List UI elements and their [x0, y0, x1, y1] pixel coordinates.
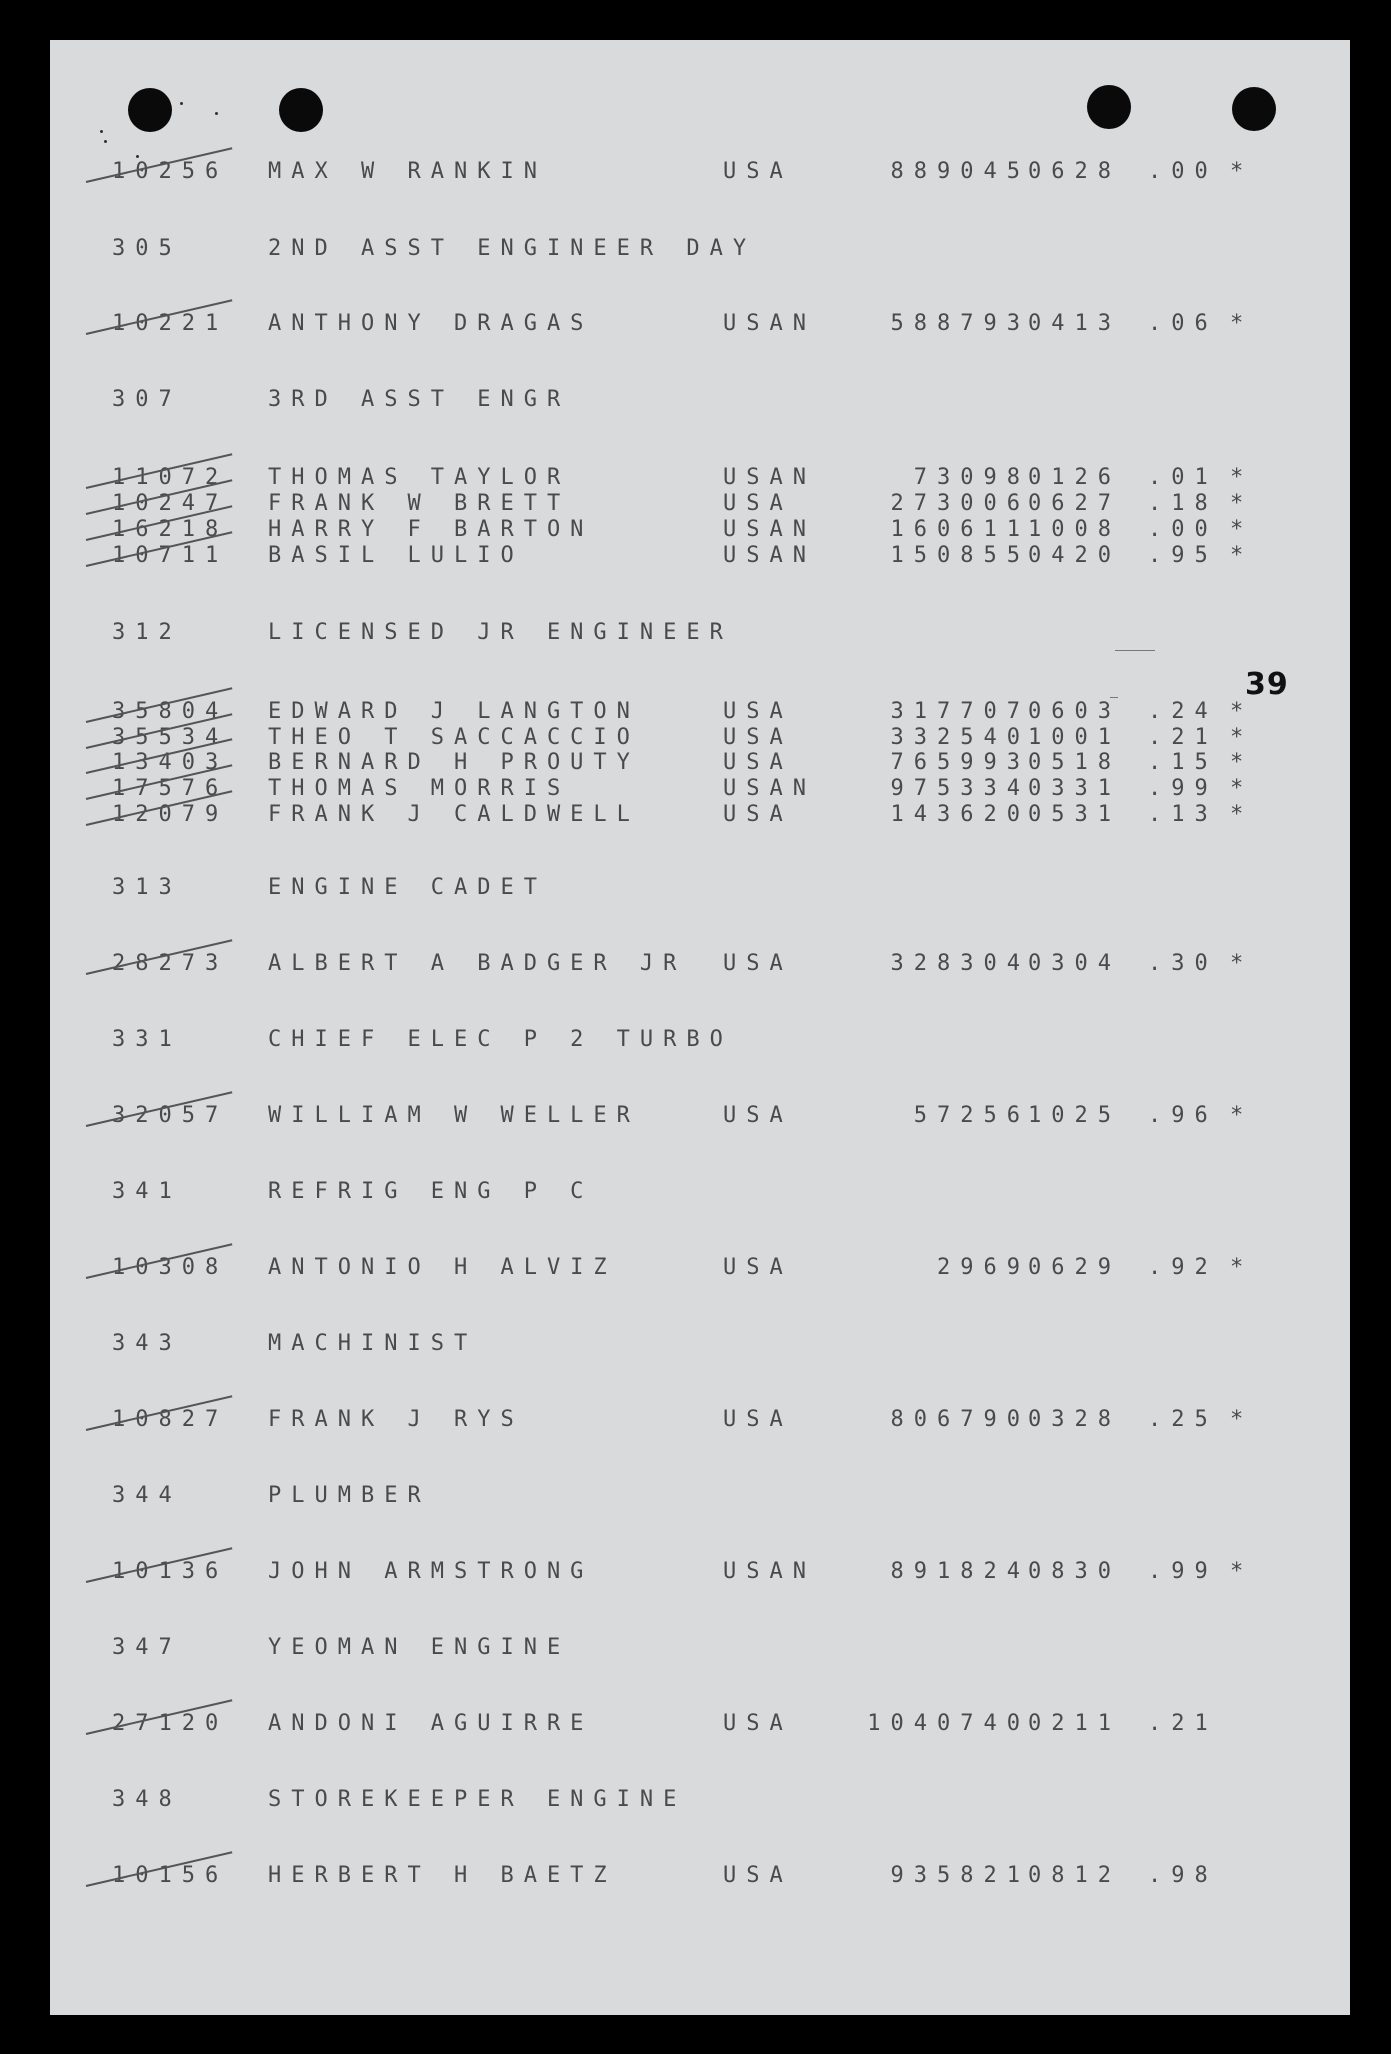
- asterisk-mark: *: [1230, 311, 1254, 336]
- section-heading: [50, 1027, 1350, 1053]
- crew-name: FRANK W BRETT: [268, 491, 571, 516]
- rate: .30: [1148, 951, 1218, 976]
- date-code: 0211: [1028, 1711, 1121, 1736]
- crew-id: 10711: [112, 543, 229, 568]
- rate: .96: [1148, 1103, 1218, 1128]
- certificate-number: 765993: [890, 750, 1030, 775]
- asterisk-mark: *: [1230, 1407, 1254, 1432]
- citizenship: USAN: [723, 517, 816, 542]
- rating-title: CHIEF ELEC P 2 TURBO: [268, 1027, 733, 1052]
- asterisk-mark: *: [1230, 951, 1254, 976]
- citizenship: USA: [723, 1711, 793, 1736]
- date-code: 0627: [1028, 491, 1121, 516]
- crew-entry: [50, 491, 1350, 517]
- rating-code: 347: [112, 1635, 182, 1660]
- citizenship: USA: [723, 1863, 793, 1888]
- crew-entry: [50, 465, 1350, 491]
- rate: .00: [1148, 159, 1218, 184]
- crew-entry: [50, 159, 1350, 185]
- crew-id: 17576: [112, 776, 229, 801]
- citizenship: USAN: [723, 543, 816, 568]
- citizenship: USA: [723, 1103, 793, 1128]
- asterisk-mark: *: [1230, 465, 1254, 490]
- asterisk-mark: *: [1230, 725, 1254, 750]
- date-code: 0531: [1028, 802, 1121, 827]
- crew-id: 10156: [112, 1863, 229, 1888]
- crew-id: 35804: [112, 699, 229, 724]
- date-code: 0126: [1028, 465, 1121, 490]
- crew-id: 10256: [112, 159, 229, 184]
- crew-entry: [50, 699, 1350, 725]
- citizenship: USA: [723, 750, 793, 775]
- asterisk-mark: *: [1230, 802, 1254, 827]
- rate: .01: [1148, 465, 1218, 490]
- crew-entry: [50, 776, 1350, 802]
- crew-id: 27120: [112, 1711, 229, 1736]
- certificate-number: 889045: [890, 159, 1030, 184]
- asterisk-mark: *: [1230, 543, 1254, 568]
- section-heading: [50, 236, 1350, 262]
- section-heading: [50, 875, 1350, 901]
- asterisk-mark: *: [1230, 1255, 1254, 1280]
- ledger-page: [50, 40, 1350, 2015]
- rating-title: ENGINE CADET: [268, 875, 547, 900]
- citizenship: USA: [723, 491, 793, 516]
- rate: .00: [1148, 517, 1218, 542]
- certificate-number: 328304: [890, 951, 1030, 976]
- date-code: 0331: [1028, 776, 1121, 801]
- date-code: 0830: [1028, 1559, 1121, 1584]
- certificate-number: 160611: [890, 517, 1030, 542]
- asterisk-mark: *: [1230, 750, 1254, 775]
- crew-name: THOMAS TAYLOR: [268, 465, 571, 490]
- crew-name: ANTHONY DRAGAS: [268, 311, 594, 336]
- citizenship: USA: [723, 159, 793, 184]
- asterisk-mark: *: [1230, 776, 1254, 801]
- rating-title: REFRIG ENG P C: [268, 1179, 594, 1204]
- crew-id: 32057: [112, 1103, 229, 1128]
- crew-id: 28273: [112, 951, 229, 976]
- crew-entry: [50, 1559, 1350, 1585]
- rating-title: 3RD ASST ENGR: [268, 387, 571, 412]
- rating-code: 343: [112, 1331, 182, 1356]
- rate: .13: [1148, 802, 1218, 827]
- rating-code: 312: [112, 620, 182, 645]
- crew-entry: [50, 311, 1350, 337]
- rate: .98: [1148, 1863, 1218, 1888]
- asterisk-mark: *: [1230, 159, 1254, 184]
- crew-id: 10136: [112, 1559, 229, 1584]
- date-code: 0328: [1028, 1407, 1121, 1432]
- rating-code: 344: [112, 1483, 182, 1508]
- crew-entry: [50, 1103, 1350, 1129]
- crew-entry: [50, 725, 1350, 751]
- crew-id: 13403: [112, 750, 229, 775]
- crew-name: THEO T SACCACCIO: [268, 725, 640, 750]
- asterisk-mark: *: [1230, 491, 1254, 516]
- rate: .24: [1148, 699, 1218, 724]
- rate: .95: [1148, 543, 1218, 568]
- certificate-number: 150855: [890, 543, 1030, 568]
- certificate-number: 57256: [913, 1103, 1030, 1128]
- crew-entry: [50, 517, 1350, 543]
- citizenship: USA: [723, 725, 793, 750]
- date-code: 1001: [1028, 725, 1121, 750]
- crew-name: WILLIAM W WELLER: [268, 1103, 640, 1128]
- rating-code: 348: [112, 1787, 182, 1812]
- crew-entry: [50, 1711, 1350, 1737]
- crew-name: HARRY F BARTON: [268, 517, 594, 542]
- rating-title: LICENSED JR ENGINEER: [268, 620, 733, 645]
- crew-name: FRANK J CALDWELL: [268, 802, 640, 827]
- date-code: 0812: [1028, 1863, 1121, 1888]
- citizenship: USAN: [723, 1559, 816, 1584]
- crew-id: 10247: [112, 491, 229, 516]
- rating-code: 313: [112, 875, 182, 900]
- rating-code: 307: [112, 387, 182, 412]
- crew-id: 10827: [112, 1407, 229, 1432]
- crew-id: 35534: [112, 725, 229, 750]
- certificate-number: 317707: [890, 699, 1030, 724]
- crew-name: BERNARD H PROUTY: [268, 750, 640, 775]
- rating-title: 2ND ASST ENGINEER DAY: [268, 236, 757, 261]
- certificate-number: 1040740: [867, 1711, 1030, 1736]
- crew-name: BASIL LULIO: [268, 543, 524, 568]
- rate: .99: [1148, 1559, 1218, 1584]
- section-heading: [50, 1635, 1350, 1661]
- crew-entry: [50, 1255, 1350, 1281]
- punch-hole: [279, 88, 323, 132]
- certificate-number: 143620: [890, 802, 1030, 827]
- crew-name: ANDONI AGUIRRE: [268, 1711, 594, 1736]
- crew-id: 12079: [112, 802, 229, 827]
- section-heading: [50, 1179, 1350, 1205]
- certificate-number: 332540: [890, 725, 1030, 750]
- section-heading: [50, 1787, 1350, 1813]
- asterisk-mark: *: [1230, 1559, 1254, 1584]
- asterisk-mark: *: [1230, 517, 1254, 542]
- date-code: 0518: [1028, 750, 1121, 775]
- certificate-number: 2969: [937, 1255, 1030, 1280]
- certificate-number: 935821: [890, 1863, 1030, 1888]
- crew-id: 16218: [112, 517, 229, 542]
- date-code: 0304: [1028, 951, 1121, 976]
- rate: .21: [1148, 725, 1218, 750]
- rating-title: MACHINIST: [268, 1331, 478, 1356]
- crew-name: HERBERT H BAETZ: [268, 1863, 617, 1888]
- citizenship: USA: [723, 1407, 793, 1432]
- date-code: 0628: [1028, 159, 1121, 184]
- section-heading: [50, 620, 1350, 646]
- crew-entry: [50, 951, 1350, 977]
- section-heading: [50, 1331, 1350, 1357]
- certificate-number: 273006: [890, 491, 1030, 516]
- certificate-number: 588793: [890, 311, 1030, 336]
- rating-code: 305: [112, 236, 182, 261]
- crew-id: 11072: [112, 465, 229, 490]
- certificate-number: 806790: [890, 1407, 1030, 1432]
- crew-name: THOMAS MORRIS: [268, 776, 571, 801]
- crew-entry: [50, 750, 1350, 776]
- date-code: 0629: [1028, 1255, 1121, 1280]
- citizenship: USA: [723, 951, 793, 976]
- rating-title: YEOMAN ENGINE: [268, 1635, 571, 1660]
- section-heading: [50, 387, 1350, 413]
- section-heading: [50, 1483, 1350, 1509]
- rate: .18: [1148, 491, 1218, 516]
- page-number: 39: [1245, 667, 1289, 702]
- crew-name: ALBERT A BADGER JR: [268, 951, 687, 976]
- crew-entry: [50, 802, 1350, 828]
- rating-title: PLUMBER: [268, 1483, 431, 1508]
- certificate-number: 975334: [890, 776, 1030, 801]
- punch-hole: [1232, 87, 1276, 131]
- citizenship: USA: [723, 699, 793, 724]
- punch-hole: [1087, 85, 1131, 129]
- certificate-number: 73098: [913, 465, 1030, 490]
- crew-name: FRANK J RYS: [268, 1407, 524, 1432]
- crew-id: 10221: [112, 311, 229, 336]
- rating-title: STOREKEEPER ENGINE: [268, 1787, 687, 1812]
- crew-id: 10308: [112, 1255, 229, 1280]
- rate: .15: [1148, 750, 1218, 775]
- crew-name: MAX W RANKIN: [268, 159, 547, 184]
- date-code: 0420: [1028, 543, 1121, 568]
- rate: .21: [1148, 1711, 1218, 1736]
- date-code: 1025: [1028, 1103, 1121, 1128]
- rate: .06: [1148, 311, 1218, 336]
- punch-hole: [128, 88, 172, 132]
- date-code: 1008: [1028, 517, 1121, 542]
- rate: .25: [1148, 1407, 1218, 1432]
- crew-entry: [50, 1407, 1350, 1433]
- citizenship: USA: [723, 1255, 793, 1280]
- crew-entry: [50, 543, 1350, 569]
- citizenship: USAN: [723, 465, 816, 490]
- citizenship: USAN: [723, 776, 816, 801]
- date-code: 0603: [1028, 699, 1121, 724]
- rating-code: 341: [112, 1179, 182, 1204]
- crew-name: EDWARD J LANGTON: [268, 699, 640, 724]
- crew-entry: [50, 1863, 1350, 1889]
- crew-name: ANTONIO H ALVIZ: [268, 1255, 617, 1280]
- citizenship: USA: [723, 802, 793, 827]
- asterisk-mark: *: [1230, 1103, 1254, 1128]
- crew-name: JOHN ARMSTRONG: [268, 1559, 594, 1584]
- date-code: 0413: [1028, 311, 1121, 336]
- certificate-number: 891824: [890, 1559, 1030, 1584]
- rating-code: 331: [112, 1027, 182, 1052]
- rate: .92: [1148, 1255, 1218, 1280]
- asterisk-mark: *: [1230, 699, 1254, 724]
- rate: .99: [1148, 776, 1218, 801]
- citizenship: USAN: [723, 311, 816, 336]
